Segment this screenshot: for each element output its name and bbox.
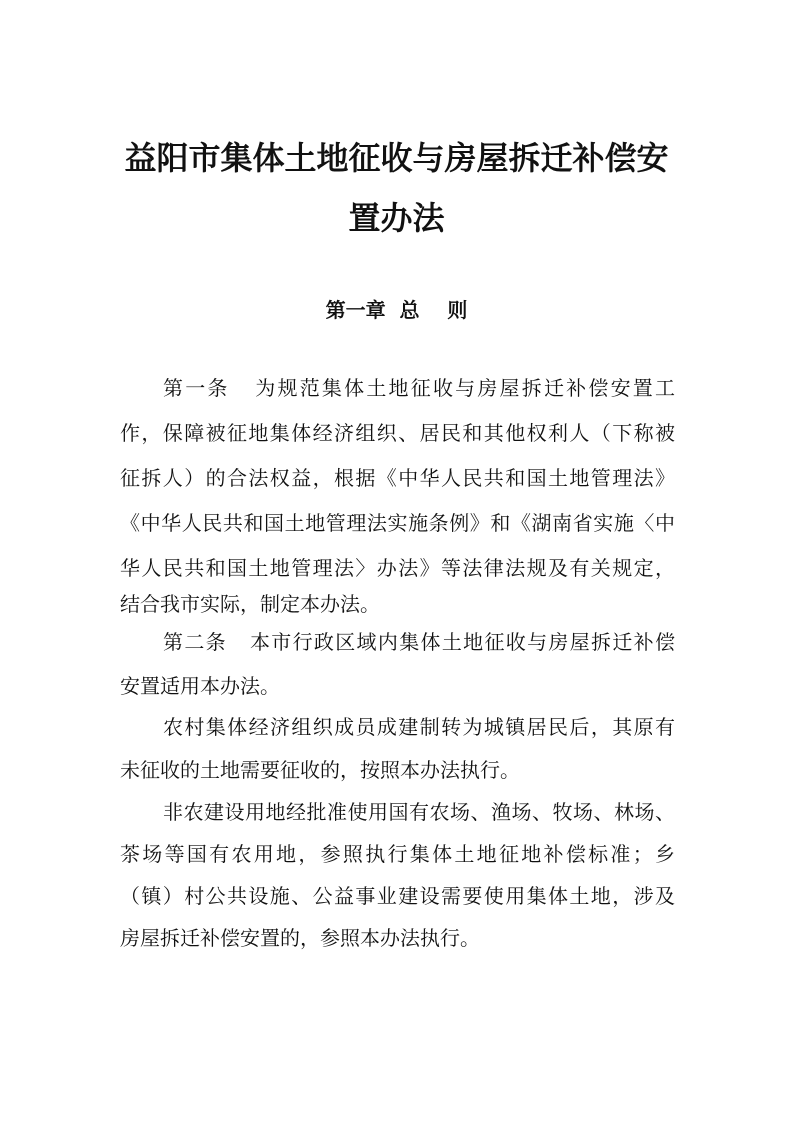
article-2-line-2: 安置适用本办法。	[120, 674, 280, 698]
document-title-line-1: 益阳市集体土地征收与房屋拆迁补偿安	[124, 139, 669, 177]
article-1-line-5: 华人民共和国土地管理法〉办法》等法律法规及有关规定，	[120, 556, 675, 580]
paragraph-3-line-2: 未征收的土地需要征收的，按照本办法执行。	[120, 758, 520, 782]
article-1-line-3: 征拆人）的合法权益，根据《中华人民共和国土地管理法》	[120, 466, 675, 490]
paragraph-4-line-4: 房屋拆迁补偿安置的，参照本办法执行。	[120, 926, 480, 950]
article-1-line-6: 结合我市实际，制定本办法。	[120, 592, 380, 616]
chapter-heading: 第一章 总 则	[325, 298, 468, 322]
article-1-line-4: 《中华人民共和国土地管理法实施条例》和《湖南省实施〈中	[120, 511, 675, 535]
paragraph-3-line-1: 农村集体经济组织成员成建制转为城镇居民后，其原有	[163, 715, 675, 739]
article-1-line-2: 作，保障被征地集体经济组织、居民和其他权利人（下称被	[120, 421, 675, 445]
paragraph-4-line-3: （镇）村公共设施、公益事业建设需要使用集体土地，涉及	[120, 884, 675, 908]
paragraph-4-line-1: 非农建设用地经批准使用国有农场、渔场、牧场、林场、	[163, 800, 675, 824]
paragraph-4-line-2: 茶场等国有农用地，参照执行集体土地征地补偿标准；乡	[120, 842, 675, 866]
document-title-line-2: 置办法	[348, 199, 445, 237]
article-2-line-1: 第二条 本市行政区域内集体土地征收与房屋拆迁补偿	[163, 630, 675, 654]
article-1-line-1: 第一条 为规范集体土地征收与房屋拆迁补偿安置工	[163, 376, 675, 400]
